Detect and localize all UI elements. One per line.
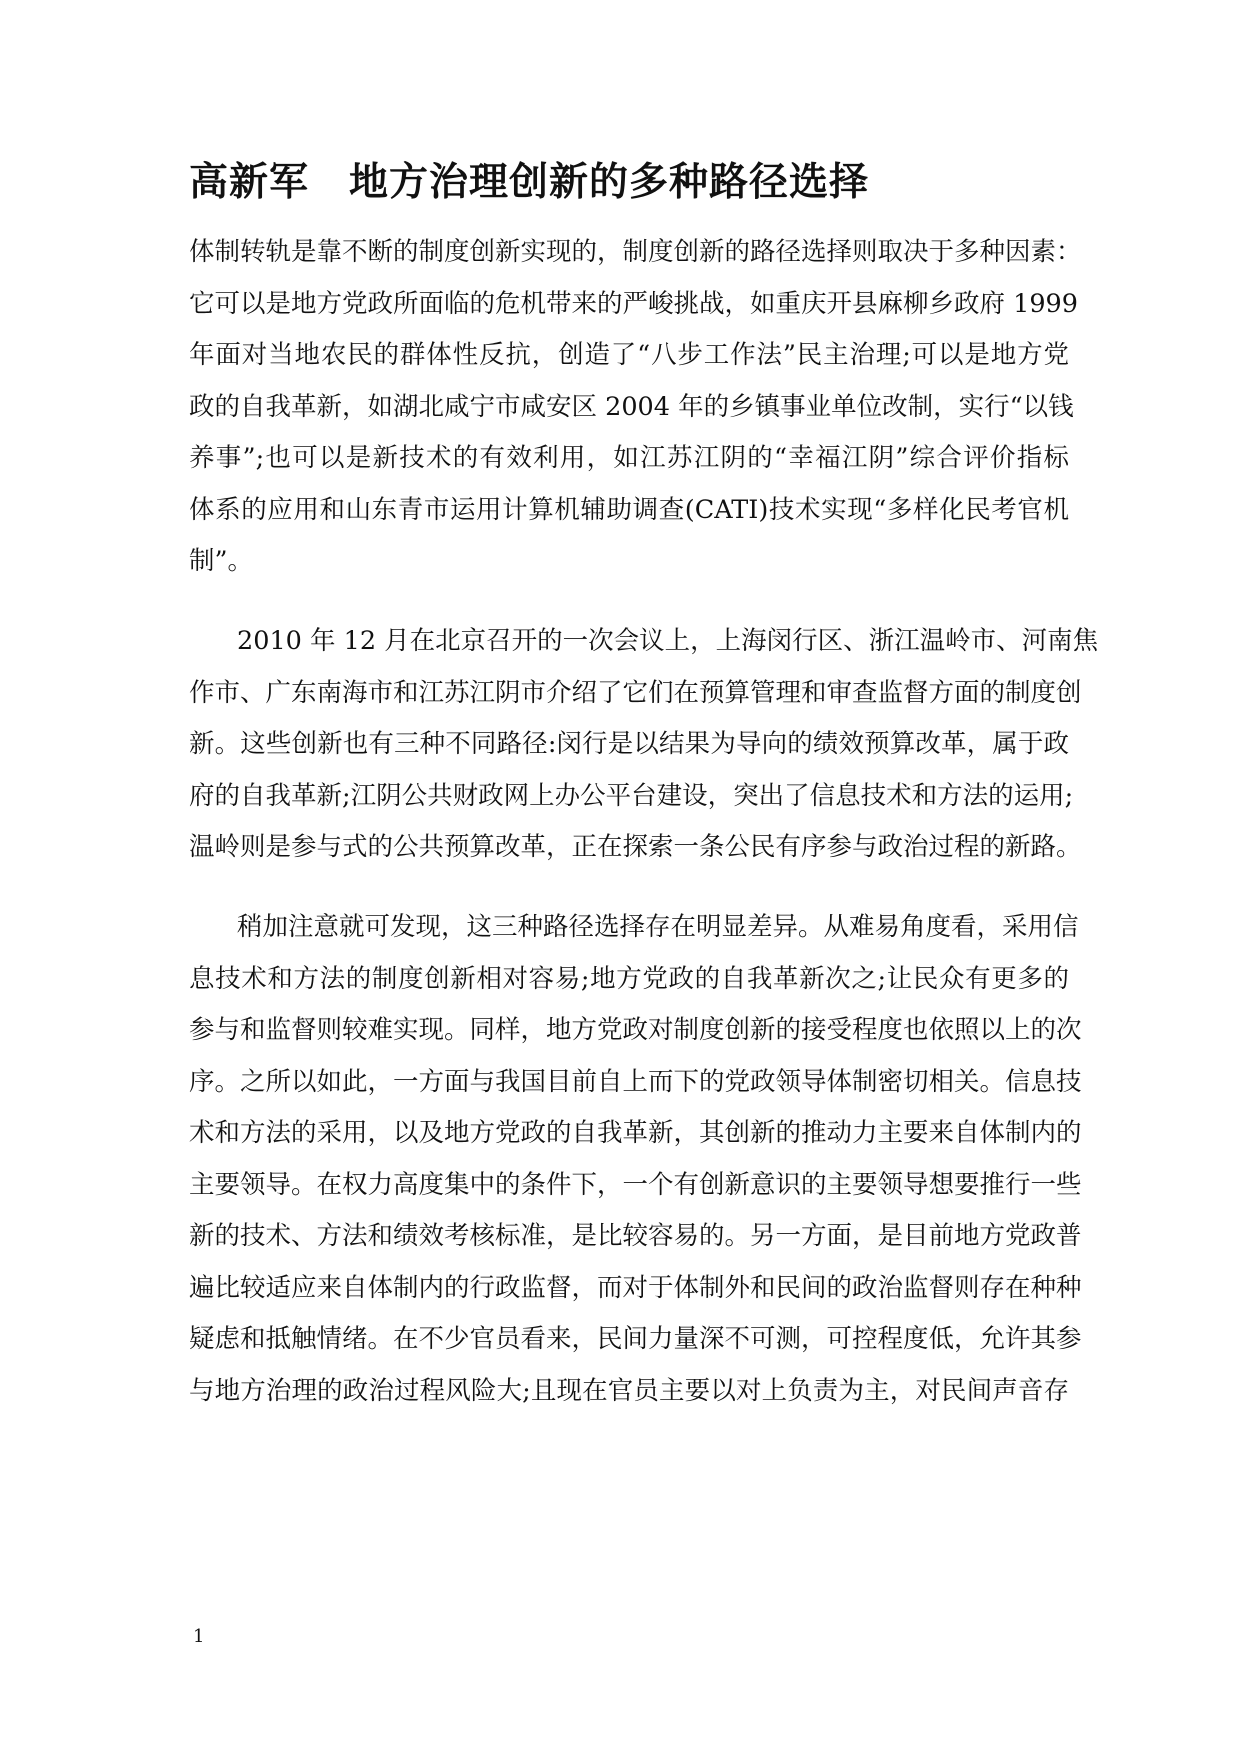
paragraph-line: 体系的应用和山东青市运用计算机辅助调查(CATI)技术实现“多样化民考官机: [189, 495, 1069, 525]
paragraph-line: 与地方治理的政治过程风险大;且现在官员主要以对上负责为主，对民间声音存: [189, 1376, 1069, 1406]
paragraph-line: 主要领导。在权力高度集中的条件下，一个有创新意识的主要领导想要推行一些: [189, 1170, 1082, 1200]
paragraph-line: 府的自我革新;江阴公共财政网上办公平台建设，突出了信息技术和方法的运用;: [189, 781, 1074, 811]
page-number: 1: [193, 1626, 205, 1647]
paragraph-line: 疑虑和抵触情绪。在不少官员看来，民间力量深不可测，可控程度低，允许其参: [189, 1324, 1082, 1354]
paragraph-line: 新。这些创新也有三种不同路径:闵行是以结果为导向的绩效预算改革，属于政: [189, 729, 1069, 759]
document-title: [189, 156, 869, 208]
paragraph-line: 新的技术、方法和绩效考核标准，是比较容易的。另一方面，是目前地方党政普: [189, 1221, 1082, 1251]
paragraph-line: 作市、广东南海市和江苏江阴市介绍了它们在预算管理和审查监督方面的制度创: [189, 678, 1082, 708]
paragraph-line: 参与和监督则较难实现。同样，地方党政对制度创新的接受程度也依照以上的次: [189, 1015, 1082, 1045]
paragraph-line: 年面对当地农民的群体性反抗，创造了“八步工作法”民主治理;可以是地方党: [189, 340, 1069, 370]
paragraph-line: 序。之所以如此，一方面与我国目前自上而下的党政领导体制密切相关。信息技: [189, 1067, 1082, 1097]
paragraph-line: 2010 年 12 月在北京召开的一次会议上，上海闵行区、浙江温岭市、河南焦: [237, 626, 1099, 656]
paragraph-line: 术和方法的采用，以及地方党政的自我革新，其创新的推动力主要来自体制内的: [189, 1118, 1082, 1148]
title-author: 高新军: [189, 159, 310, 205]
paragraph-line: 息技术和方法的制度创新相对容易;地方党政的自我革新次之;让民众有更多的: [189, 964, 1069, 994]
paragraph-line: 政的自我革新，如湖北咸宁市咸安区 2004 年的乡镇事业单位改制，实行“以钱: [189, 392, 1074, 422]
paragraph-line: 稍加注意就可发现，这三种路径选择存在明显差异。从难易角度看，采用信: [237, 912, 1079, 942]
paragraph-line: 制”。: [189, 546, 254, 576]
title-text: 地方治理创新的多种路径选择: [349, 159, 870, 205]
paragraph-line: 遍比较适应来自体制内的行政监督，而对于体制外和民间的政治监督则存在种种: [189, 1273, 1082, 1303]
paragraph-line: 温岭则是参与式的公共预算改革，正在探索一条公民有序参与政治过程的新路。: [189, 832, 1082, 862]
paragraph-line: 养事”;也可以是新技术的有效利用，如江苏江阴的“幸福江阴”综合评价指标: [189, 443, 1069, 473]
paragraph-line: 体制转轨是靠不断的制度创新实现的，制度创新的路径选择则取决于多种因素：: [189, 237, 1082, 267]
paragraph-line: 它可以是地方党政所面临的危机带来的严峻挑战，如重庆开县麻柳乡政府 1999: [189, 289, 1079, 319]
